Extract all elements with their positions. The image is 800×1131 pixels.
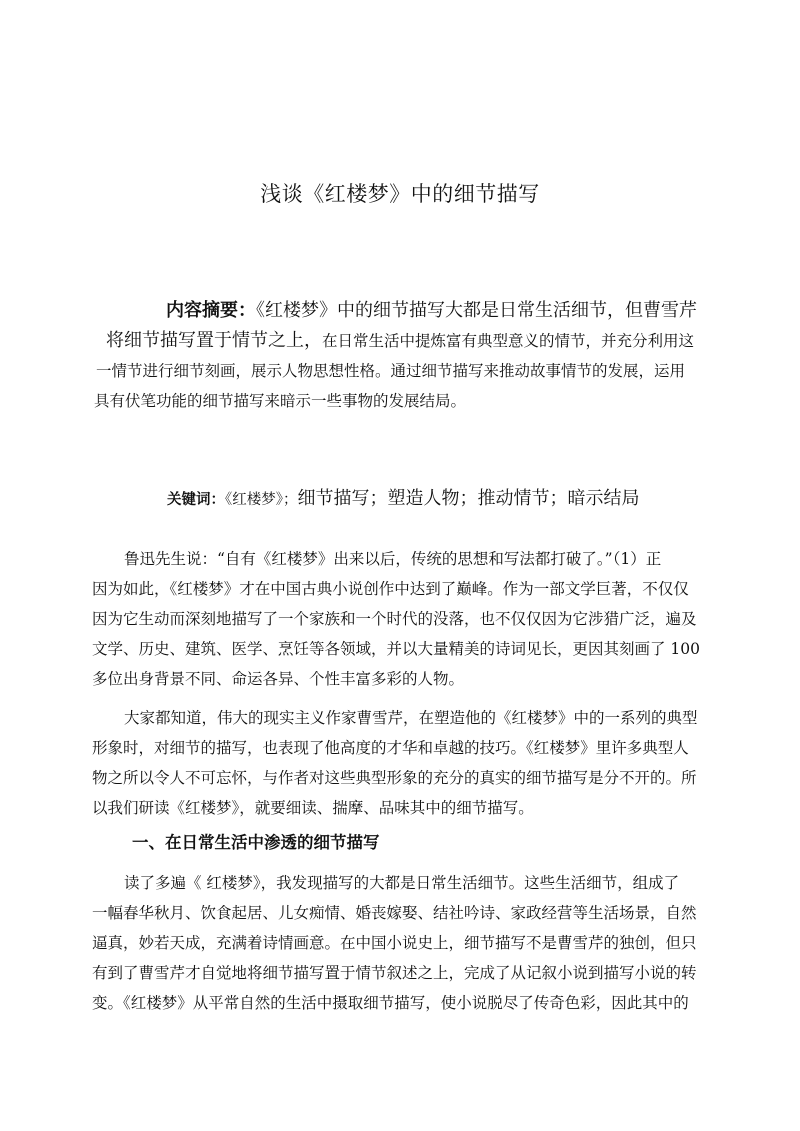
text-line: 一幅春华秋月、饮食起居、儿女痴情、婚丧嫁娶、结社吟诗、家政经营等生活场景，自然 — [92, 904, 697, 922]
abstract-line-1 — [92, 296, 722, 326]
text-line: 物之所以令人不可忘怀，与作者对这些典型形象的充分的真实的细节描写是分不开的。所 — [92, 769, 697, 787]
keywords-label: 关键词： — [167, 492, 225, 508]
text-line: 因为如此，《红楼梦》才在中国古典小说创作中达到了巅峰。作为一部文学巨著，不仅仅 — [92, 580, 689, 598]
text-line: 形象时，对细节的描写，也表现了他高度的才华和卓越的技巧。《红楼梦》里许多典型人 — [92, 739, 689, 757]
abstract-label: 内容摘要： — [166, 300, 256, 321]
keyword-list: 细节描写；塑造人物；推动情节；暗示结局 — [297, 488, 640, 509]
text-line: 多位出身背景不同、命运各异、个性丰富多彩的人物。 — [92, 670, 465, 688]
text-line: 逼真，妙若天成，充满着诗情画意。在中国小说史上，细节描写不是曹雪芹的独创，但只 — [92, 934, 697, 952]
abstract-line-4: 具有伏笔功能的细节描写来暗示一些事物的发展结局。 — [94, 392, 467, 410]
keyword-item: 《红楼梦》； — [225, 492, 298, 508]
page-title: 浅谈《红楼梦》中的细节描写 — [260, 182, 540, 206]
text-line: 因为它生动而深刻地描写了一个家族和一个时代的没落，也不仅仅因为它涉猎广泛，遍及 — [92, 610, 697, 628]
abstract-line-3: 一情节进行细节刻画，展示人物思想性格。通过细节描写来推动故事情节的发展，运用 — [96, 362, 686, 380]
abstract-block — [92, 296, 722, 416]
text-line: 鲁迅先生说：“自有《红楼梦》出来以后，传统的思想和写法都打破了。”（1）正 — [124, 550, 662, 568]
text-line: 变。《红楼梦》从平常自然的生活中摄取细节描写，使小说脱尽了传奇色彩，因此其中的 — [92, 994, 689, 1012]
abstract-line-2 — [92, 326, 722, 356]
text-line: 大家都知道，伟大的现实主义作家曹雪芹，在塑造他的《红楼梦》中的一系列的典型 — [124, 709, 698, 727]
keywords-line — [167, 484, 640, 515]
abstract-text: 在日常生活中提炼富有典型意义的情节，并充分利用这 — [322, 332, 695, 350]
abstract-text: 将细节描写置于情节之上， — [106, 330, 322, 351]
section-heading: 一、在日常生活中渗透的细节描写 — [132, 833, 380, 852]
text-line: 文学、历史、建筑、医学、烹饪等各领域，并以大量精美的诗词见长，更因其刻画了 100 — [92, 640, 701, 658]
text-line: 有到了曹雪芹才自觉地将细节描写置于情节叙述之上，完成了从记叙小说到描写小说的转 — [92, 964, 697, 982]
abstract-text: 《红楼梦》中的细节描写大都是日常生活细节，但曹雪芹 — [256, 300, 697, 321]
text-line: 读了多遍《 红楼梦》，我发现描写的大都是日常生活细节。这些生活细节，组成了 — [124, 874, 680, 892]
paragraph-2 — [92, 703, 724, 823]
paragraph-1 — [92, 544, 724, 694]
text-line: 以我们研读《红楼梦》，就要细读、揣摩、品味其中的细节描写。 — [92, 799, 534, 817]
paragraph-3 — [92, 868, 724, 1018]
